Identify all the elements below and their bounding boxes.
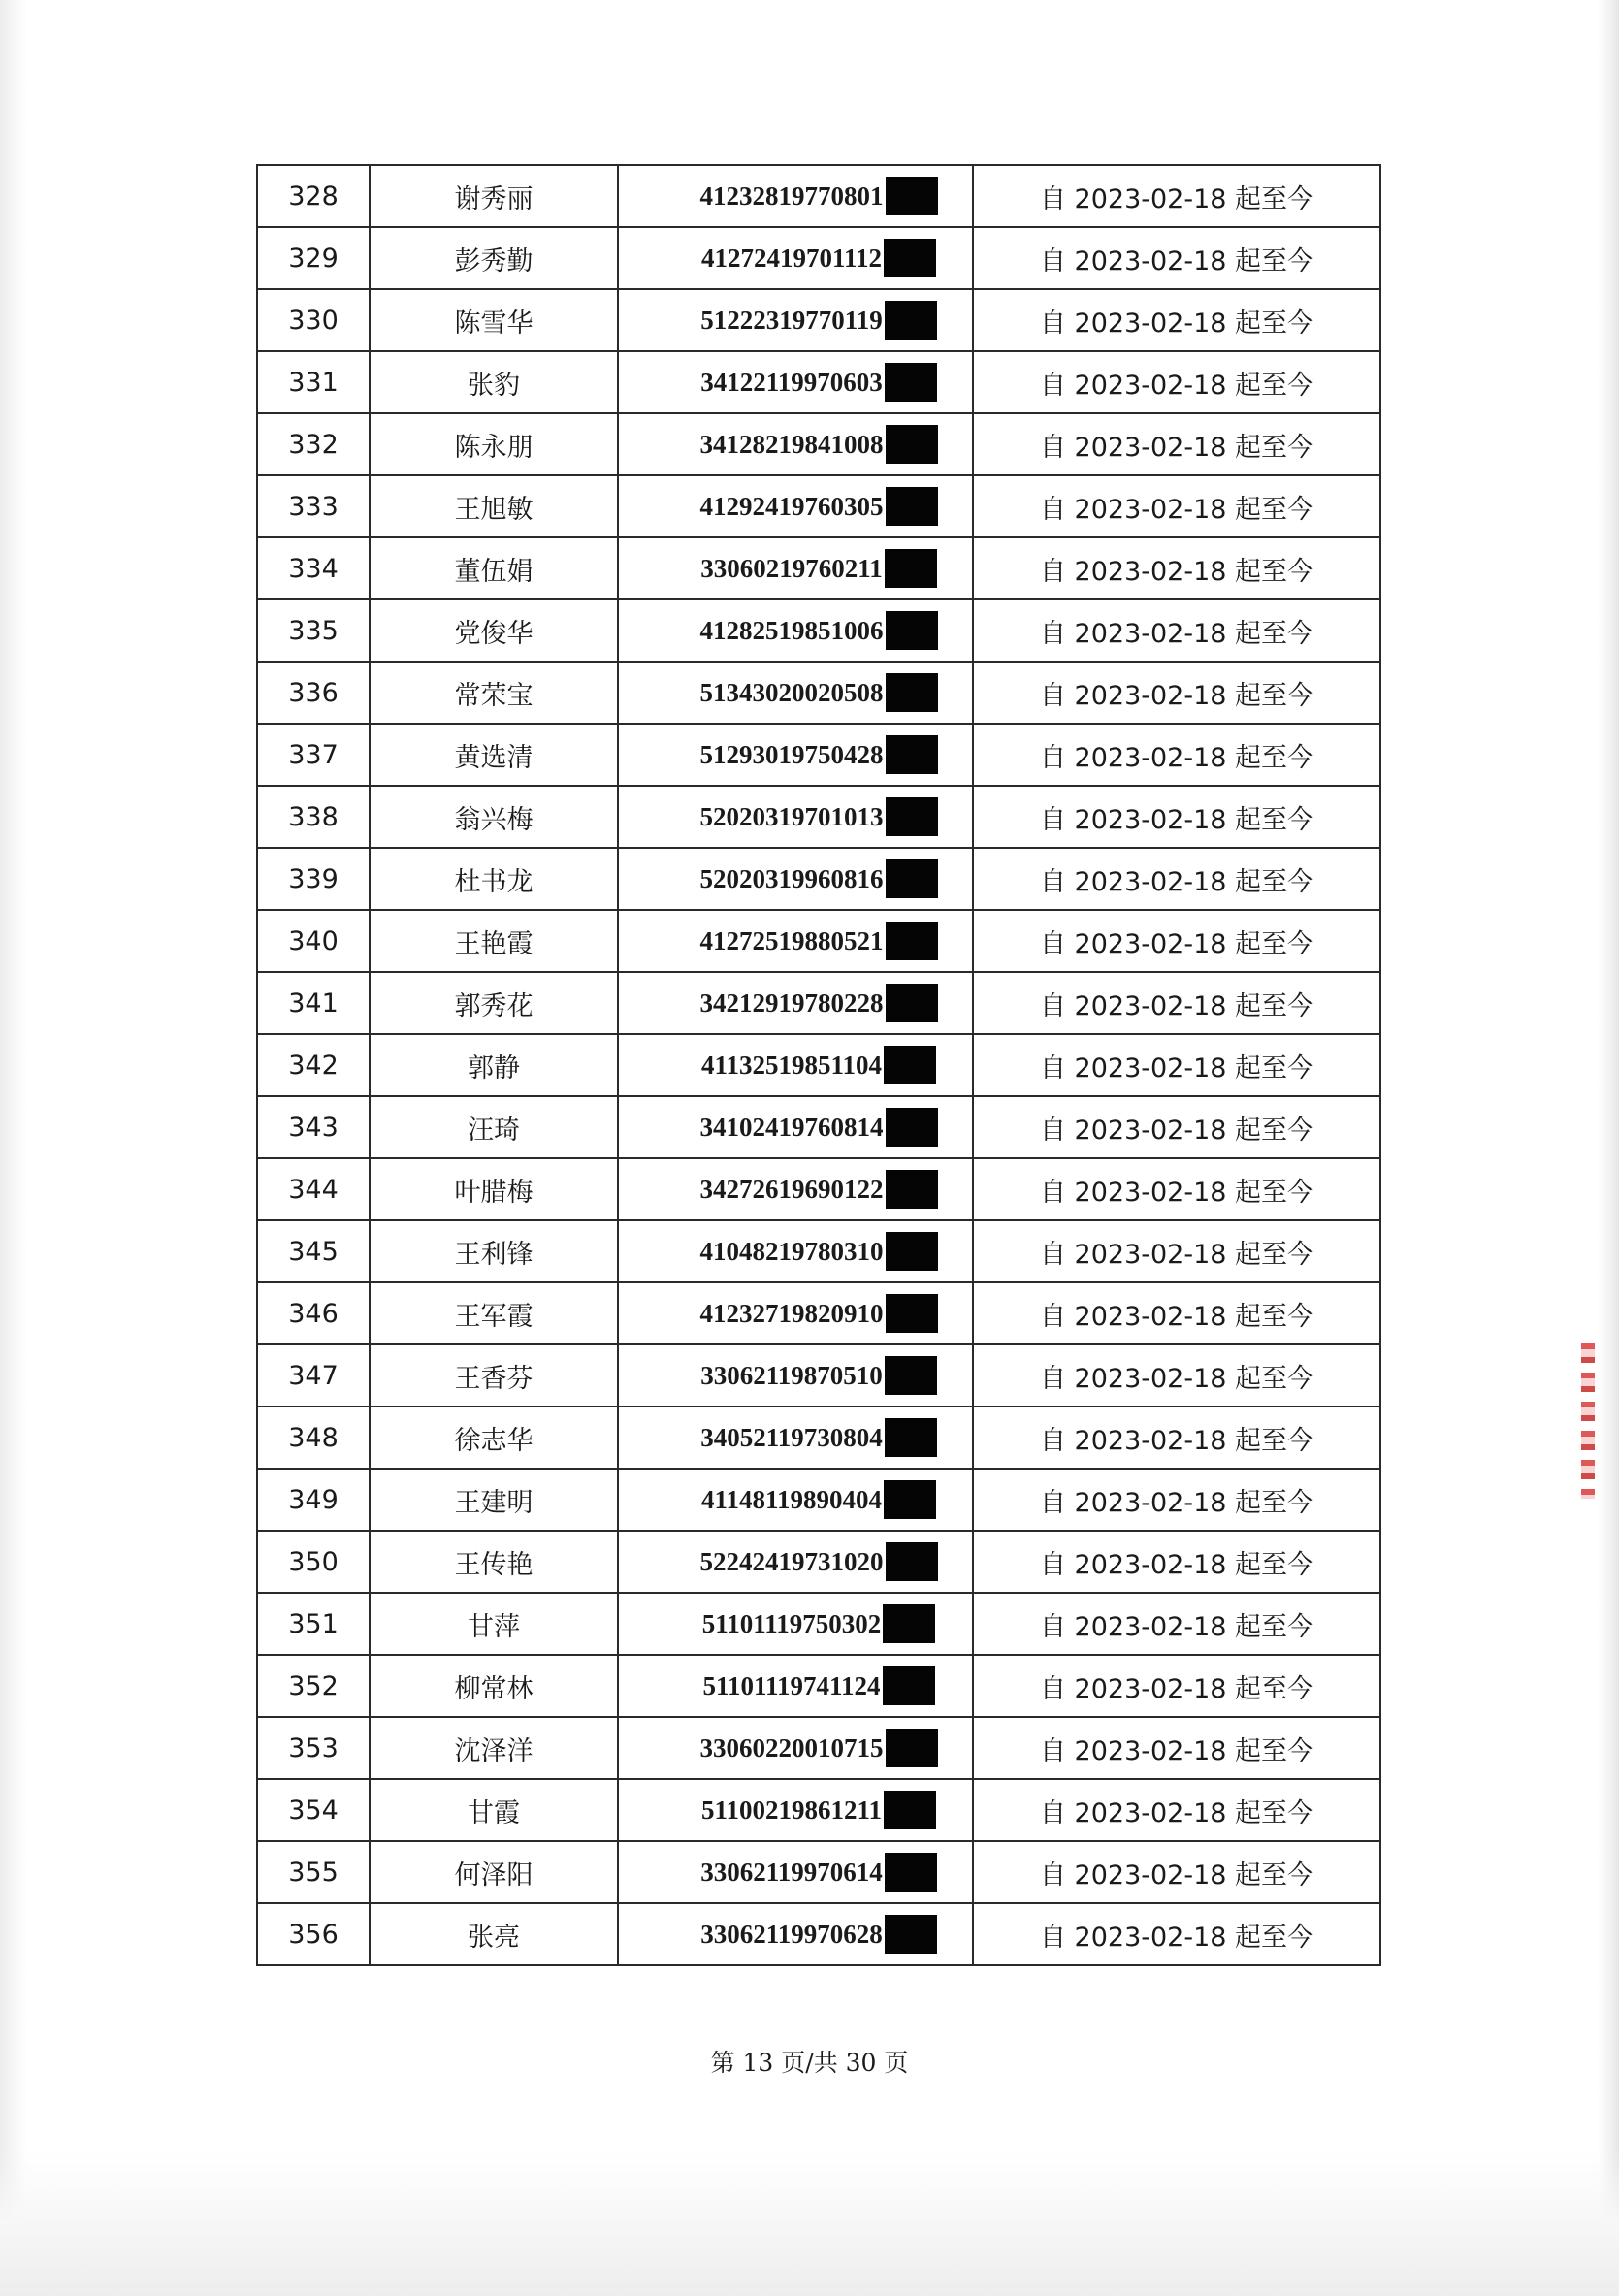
id-number-text: 51101119741124: [702, 1670, 881, 1700]
person-name-cell: 张豹: [370, 351, 618, 413]
table-row: [257, 972, 1380, 1034]
id-number-cell: [618, 724, 973, 786]
row-number-cell: 328: [257, 165, 370, 227]
redaction-block: [886, 1542, 938, 1581]
person-name-cell: 郭秀花: [370, 972, 618, 1034]
id-number-cell: [618, 1407, 973, 1469]
id-number-wrapper: [700, 1853, 937, 1892]
person-name-cell: 党俊华: [370, 599, 618, 662]
term-period-cell: 自 2023-02-18 起至今: [973, 1344, 1380, 1407]
term-period-cell: 自 2023-02-18 起至今: [973, 786, 1380, 848]
id-number-text: 51222319770119: [700, 305, 883, 335]
person-name-cell: 沈泽洋: [370, 1717, 618, 1779]
row-number-cell: 341: [257, 972, 370, 1034]
term-period-cell: 自 2023-02-18 起至今: [973, 1469, 1380, 1531]
redaction-block: [886, 1108, 938, 1147]
table-row: [257, 1903, 1380, 1965]
table-row: [257, 1220, 1380, 1282]
id-number-text: 34122119970603: [700, 367, 883, 397]
term-period-cell: 自 2023-02-18 起至今: [973, 662, 1380, 724]
id-number-wrapper: [700, 301, 937, 340]
id-number-cell: [618, 1158, 973, 1220]
id-number-cell: [618, 227, 973, 289]
term-period-cell: 自 2023-02-18 起至今: [973, 1841, 1380, 1903]
id-number-text: 41272419701112: [700, 243, 883, 273]
row-number-cell: 345: [257, 1220, 370, 1282]
id-number-cell: [618, 537, 973, 599]
table-row: [257, 910, 1380, 972]
person-name-cell: 王利锋: [370, 1220, 618, 1282]
id-number-text: 41232819770801: [699, 180, 884, 210]
redaction-block: [886, 611, 938, 650]
term-period-cell: 自 2023-02-18 起至今: [973, 351, 1380, 413]
table-row: [257, 1841, 1380, 1903]
row-number-cell: 354: [257, 1779, 370, 1841]
id-number-cell: [618, 599, 973, 662]
row-number-cell: 356: [257, 1903, 370, 1965]
id-number-text: 34128219841008: [699, 429, 884, 459]
table-row: [257, 413, 1380, 475]
table-row: [257, 289, 1380, 351]
id-number-wrapper: [701, 1046, 936, 1084]
row-number-cell: 347: [257, 1344, 370, 1407]
row-number-cell: 334: [257, 537, 370, 599]
table-row: [257, 662, 1380, 724]
redaction-block: [885, 301, 937, 340]
row-number-cell: 329: [257, 227, 370, 289]
redaction-block: [886, 984, 938, 1022]
table-row: [257, 1034, 1380, 1096]
table-row: [257, 1158, 1380, 1220]
id-number-wrapper: [702, 1604, 936, 1643]
person-name-cell: 常荣宝: [370, 662, 618, 724]
term-period-cell: 自 2023-02-18 起至今: [973, 1779, 1380, 1841]
id-number-wrapper: [700, 487, 938, 526]
term-period-cell: 自 2023-02-18 起至今: [973, 289, 1380, 351]
id-number-text: 34102419760814: [699, 1112, 884, 1142]
row-number-cell: 352: [257, 1655, 370, 1717]
table-row: [257, 786, 1380, 848]
id-number-text: 41132519851104: [700, 1050, 883, 1080]
table-row: [257, 1717, 1380, 1779]
row-number-cell: 351: [257, 1593, 370, 1655]
table-row: [257, 1531, 1380, 1593]
id-number-cell: [618, 289, 973, 351]
term-period-cell: 自 2023-02-18 起至今: [973, 537, 1380, 599]
id-number-text: 33062119970614: [700, 1857, 883, 1887]
id-number-cell: [618, 1903, 973, 1965]
term-period-cell: 自 2023-02-18 起至今: [973, 1282, 1380, 1344]
id-number-cell: [618, 972, 973, 1034]
row-number-cell: 332: [257, 413, 370, 475]
term-period-cell: 自 2023-02-18 起至今: [973, 1220, 1380, 1282]
person-name-cell: 黄选清: [370, 724, 618, 786]
person-name-cell: 柳常林: [370, 1655, 618, 1717]
scan-edge-right: [1598, 0, 1619, 2296]
person-name-cell: 王建明: [370, 1469, 618, 1531]
person-name-cell: 甘霞: [370, 1779, 618, 1841]
id-number-wrapper: [700, 611, 938, 650]
person-name-cell: 王军霞: [370, 1282, 618, 1344]
redaction-block: [884, 1480, 936, 1519]
redaction-block: [884, 239, 936, 277]
id-number-cell: [618, 1034, 973, 1096]
person-name-cell: 谢秀丽: [370, 165, 618, 227]
person-name-cell: 何泽阳: [370, 1841, 618, 1903]
redaction-block: [885, 549, 937, 588]
id-number-cell: [618, 848, 973, 910]
id-number-cell: [618, 1593, 973, 1655]
term-period-cell: 自 2023-02-18 起至今: [973, 724, 1380, 786]
table-row: [257, 848, 1380, 910]
personnel-table: [256, 164, 1381, 1966]
redaction-block: [886, 1170, 938, 1209]
id-number-text: 33062119870510: [700, 1360, 883, 1390]
term-period-cell: 自 2023-02-18 起至今: [973, 910, 1380, 972]
id-number-cell: [618, 1655, 973, 1717]
redaction-block: [886, 487, 938, 526]
redaction-block: [886, 1232, 938, 1271]
id-number-text: 34052119730804: [700, 1422, 883, 1452]
row-number-cell: 342: [257, 1034, 370, 1096]
id-number-cell: [618, 413, 973, 475]
redaction-block: [886, 673, 938, 712]
id-number-text: 34212919780228: [699, 987, 884, 1018]
id-number-cell: [618, 910, 973, 972]
person-name-cell: 甘萍: [370, 1593, 618, 1655]
id-number-wrapper: [700, 1915, 937, 1954]
term-period-cell: 自 2023-02-18 起至今: [973, 599, 1380, 662]
redaction-block: [886, 922, 938, 960]
table-row: [257, 1593, 1380, 1655]
id-number-wrapper: [700, 1542, 938, 1581]
id-number-cell: [618, 1344, 973, 1407]
term-period-cell: 自 2023-02-18 起至今: [973, 1034, 1380, 1096]
id-number-text: 51100219861211: [700, 1795, 883, 1825]
redaction-block: [885, 1418, 937, 1457]
row-number-cell: 355: [257, 1841, 370, 1903]
term-period-cell: 自 2023-02-18 起至今: [973, 227, 1380, 289]
id-number-cell: [618, 1779, 973, 1841]
id-number-text: 51101119750302: [701, 1608, 882, 1638]
table-row: [257, 475, 1380, 537]
id-number-text: 34272619690122: [699, 1174, 884, 1204]
row-number-cell: 339: [257, 848, 370, 910]
table-row: [257, 165, 1380, 227]
table-row: [257, 537, 1380, 599]
id-number-text: 52242419731020: [699, 1546, 884, 1576]
term-period-cell: 自 2023-02-18 起至今: [973, 1593, 1380, 1655]
person-name-cell: 王香芬: [370, 1344, 618, 1407]
table-row: [257, 351, 1380, 413]
redaction-block: [883, 1666, 935, 1705]
term-period-cell: 自 2023-02-18 起至今: [973, 1158, 1380, 1220]
id-number-cell: [618, 1220, 973, 1282]
row-number-cell: 336: [257, 662, 370, 724]
row-number-cell: 338: [257, 786, 370, 848]
table-row: [257, 1655, 1380, 1717]
id-number-wrapper: [700, 1356, 937, 1395]
table-row: [257, 1344, 1380, 1407]
redaction-block: [883, 1604, 935, 1643]
term-period-cell: 自 2023-02-18 起至今: [973, 1655, 1380, 1717]
redaction-block: [885, 363, 937, 402]
row-number-cell: 333: [257, 475, 370, 537]
personnel-table-body: [257, 165, 1380, 1965]
row-number-cell: 350: [257, 1531, 370, 1593]
id-number-text: 33062119970628: [700, 1919, 883, 1949]
person-name-cell: 王传艳: [370, 1531, 618, 1593]
term-period-cell: 自 2023-02-18 起至今: [973, 165, 1380, 227]
id-number-text: 52020319701013: [699, 801, 884, 831]
person-name-cell: 董伍娟: [370, 537, 618, 599]
row-number-cell: 346: [257, 1282, 370, 1344]
person-name-cell: 陈雪华: [370, 289, 618, 351]
term-period-cell: 自 2023-02-18 起至今: [973, 413, 1380, 475]
person-name-cell: 张亮: [370, 1903, 618, 1965]
id-number-wrapper: [700, 673, 938, 712]
redaction-block: [886, 735, 938, 774]
id-number-wrapper: [701, 1791, 936, 1829]
table-row: [257, 1282, 1380, 1344]
id-number-text: 41232719820910: [699, 1298, 884, 1328]
id-number-wrapper: [700, 1729, 938, 1767]
term-period-cell: 自 2023-02-18 起至今: [973, 1903, 1380, 1965]
id-number-wrapper: [700, 425, 938, 464]
id-number-wrapper: [700, 735, 938, 774]
id-number-text: 41292419760305: [699, 491, 884, 521]
page-number: 第 13 页/共 30 页: [710, 2049, 909, 2077]
person-name-cell: 翁兴梅: [370, 786, 618, 848]
term-period-cell: 自 2023-02-18 起至今: [973, 1717, 1380, 1779]
term-period-cell: 自 2023-02-18 起至今: [973, 475, 1380, 537]
id-number-text: 33060220010715: [699, 1732, 884, 1762]
id-number-wrapper: [700, 363, 937, 402]
id-number-wrapper: [700, 1232, 938, 1271]
term-period-cell: 自 2023-02-18 起至今: [973, 848, 1380, 910]
id-number-wrapper: [700, 859, 938, 898]
table-row: [257, 1407, 1380, 1469]
row-number-cell: 343: [257, 1096, 370, 1158]
id-number-wrapper: [700, 1294, 938, 1333]
id-number-cell: [618, 786, 973, 848]
id-number-wrapper: [701, 239, 936, 277]
term-period-cell: 自 2023-02-18 起至今: [973, 1407, 1380, 1469]
table-row: [257, 1469, 1380, 1531]
person-name-cell: 郭静: [370, 1034, 618, 1096]
id-number-cell: [618, 1469, 973, 1531]
id-number-text: 33060219760211: [700, 553, 883, 583]
table-row: [257, 1096, 1380, 1158]
id-number-cell: [618, 1841, 973, 1903]
table-row: [257, 599, 1380, 662]
id-number-wrapper: [700, 177, 938, 215]
row-number-cell: 337: [257, 724, 370, 786]
redaction-block: [886, 797, 938, 836]
table-row: [257, 227, 1380, 289]
id-number-wrapper: [700, 797, 938, 836]
id-number-text: 52020319960816: [699, 863, 884, 893]
seal-stamp-fragment: [1581, 1343, 1595, 1499]
row-number-cell: 340: [257, 910, 370, 972]
scan-edge-left: [0, 0, 27, 2296]
id-number-cell: [618, 1717, 973, 1779]
redaction-block: [886, 1294, 938, 1333]
row-number-cell: 335: [257, 599, 370, 662]
redaction-block: [886, 177, 938, 215]
id-number-wrapper: [700, 1108, 938, 1147]
redaction-block: [886, 425, 938, 464]
id-number-cell: [618, 165, 973, 227]
id-number-cell: [618, 1531, 973, 1593]
id-number-wrapper: [700, 549, 937, 588]
id-number-wrapper: [700, 984, 938, 1022]
row-number-cell: 331: [257, 351, 370, 413]
id-number-wrapper: [700, 1418, 937, 1457]
person-name-cell: 汪琦: [370, 1096, 618, 1158]
person-name-cell: 杜书龙: [370, 848, 618, 910]
id-number-cell: [618, 351, 973, 413]
redaction-block: [886, 859, 938, 898]
id-number-cell: [618, 1096, 973, 1158]
row-number-cell: 353: [257, 1717, 370, 1779]
term-period-cell: 自 2023-02-18 起至今: [973, 1531, 1380, 1593]
id-number-text: 41282519851006: [699, 615, 884, 645]
row-number-cell: 348: [257, 1407, 370, 1469]
row-number-cell: 330: [257, 289, 370, 351]
scan-edge-bottom: [0, 2150, 1619, 2296]
redaction-block: [885, 1356, 937, 1395]
id-number-cell: [618, 475, 973, 537]
id-number-text: 51293019750428: [699, 739, 884, 769]
person-name-cell: 陈永朋: [370, 413, 618, 475]
person-name-cell: 叶腊梅: [370, 1158, 618, 1220]
person-name-cell: 徐志华: [370, 1407, 618, 1469]
redaction-block: [884, 1046, 936, 1084]
id-number-text: 41272519880521: [699, 925, 884, 955]
id-number-text: 51343020020508: [699, 677, 884, 707]
id-number-wrapper: [700, 922, 938, 960]
id-number-cell: [618, 662, 973, 724]
redaction-block: [886, 1729, 938, 1767]
row-number-cell: 344: [257, 1158, 370, 1220]
id-number-wrapper: [700, 1170, 938, 1209]
table-row: [257, 724, 1380, 786]
person-name-cell: 王艳霞: [370, 910, 618, 972]
redaction-block: [885, 1853, 937, 1892]
person-name-cell: 彭秀勤: [370, 227, 618, 289]
id-number-text: 41148119890404: [700, 1484, 883, 1514]
table-row: [257, 1779, 1380, 1841]
term-period-cell: 自 2023-02-18 起至今: [973, 1096, 1380, 1158]
id-number-wrapper: [701, 1480, 936, 1519]
row-number-cell: 349: [257, 1469, 370, 1531]
redaction-block: [884, 1791, 936, 1829]
id-number-text: 41048219780310: [699, 1236, 884, 1266]
term-period-cell: 自 2023-02-18 起至今: [973, 972, 1380, 1034]
redaction-block: [885, 1915, 937, 1954]
person-name-cell: 王旭敏: [370, 475, 618, 537]
id-number-cell: [618, 1282, 973, 1344]
id-number-wrapper: [702, 1666, 934, 1705]
